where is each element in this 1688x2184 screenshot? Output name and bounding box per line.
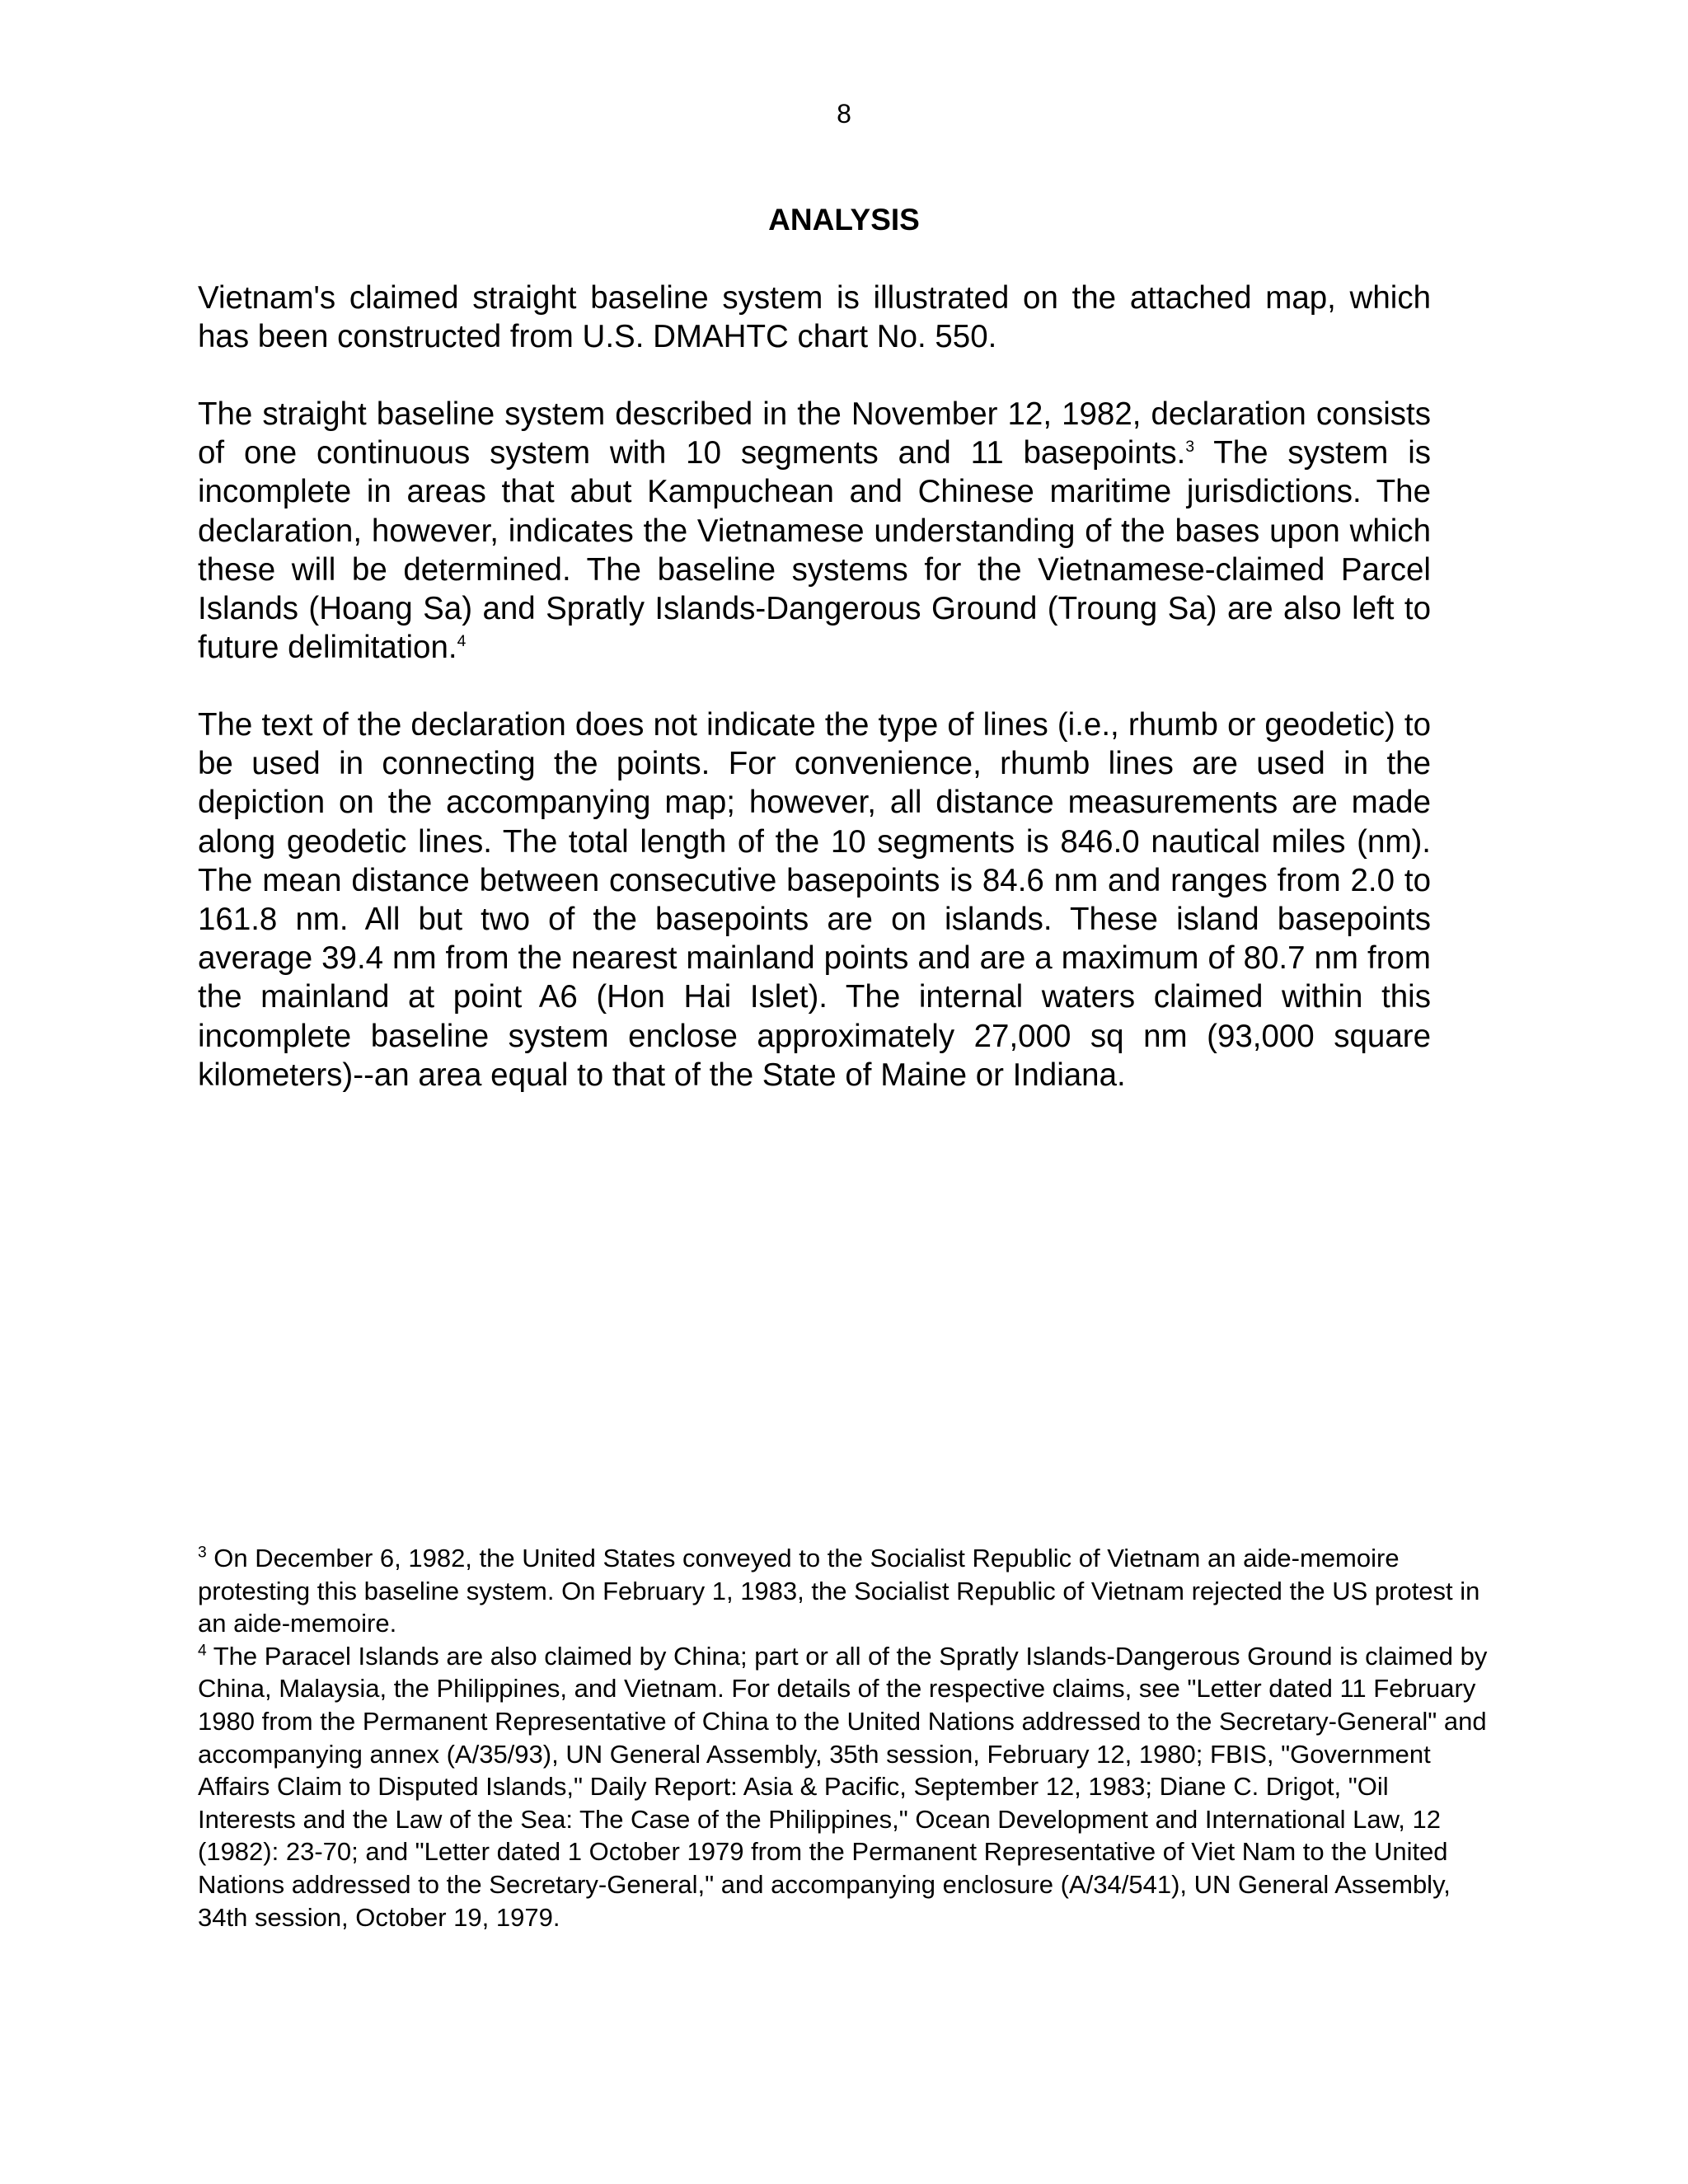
paragraph-baseline-system bbox=[198, 395, 1431, 667]
paragraph-distance-measurements bbox=[198, 705, 1431, 1094]
paragraph-text: The straight baseline system described in the November 12, 1982, declaration consists of one continuous system with 10 segments and 11 basepoints. bbox=[198, 396, 1431, 471]
footnotes-section bbox=[198, 1542, 1492, 1933]
paragraph-text: Vietnam's claimed straight baseline system is illustrated on the attached map, which has been constructed from U.S. DMAHTC chart No. 550. bbox=[198, 280, 1431, 355]
footnote-3 bbox=[198, 1542, 1492, 1640]
footnote-reference-3: 3 bbox=[1185, 438, 1195, 457]
footnote-text: The Paracel Islands are also claimed by China; part or all of the Spratly Islands-Dangerous Ground is claimed by China, Malaysia, the Philippines, and Vietnam. For details of the respective claims, see "Letter dated 11 February 1980 from the Permanent Representative of China to the United Nations addressed to the Secretary-General" and accompanying annex (A/35/93), UN General Assembly, 35th session, February 12, 1980; FBIS, "Government Affairs Claim to Disputed Islands," Daily Report: Asia & Pacific, September 12, 1983; Diane C. Drigot, "Oil Interests and the Law of the Sea: The Case of the Philippines," Ocean Development and International Law, 12 (1982): 23-70; and "Letter dated 1 October 1979 from the Permanent Representative of Viet Nam to the United Nations addressed to the Secretary-General," and accompanying enclosure (A/34/541), UN General Assembly, 34th session, October 19, 1979. bbox=[198, 1641, 1488, 1932]
footnote-reference-4: 4 bbox=[457, 633, 467, 651]
footnote-number: 4 bbox=[198, 1642, 207, 1660]
paragraph-baseline-map bbox=[198, 279, 1431, 356]
paragraph-text: The text of the declaration does not indicate the type of lines (i.e., rhumb or geodetic) to be used in connecting the points. For convenience, rhumb lines are used in the depiction on the accompanying map; however, all distance measurements are made along geodetic lines. The total length of the 10 segments is 846.0 nautical miles (nm). The mean distance between consecutive basepoints is 84.6 nm and ranges from 2.0 to 161.8 nm. All but two of the basepoints are on islands. These island basepoints average 39.4 nm from the nearest mainland points and are a maximum of 80.7 nm from the mainland at point A6 (Hon Hai Islet). The internal waters claimed within this incomplete baseline system enclose approximately 27,000 sq nm (93,000 square kilometers)--an area equal to that of the State of Maine or Indiana. bbox=[198, 707, 1431, 1093]
paragraph-text: The system is incomplete in areas that abut Kampuchean and Chinese maritime jurisdictions. The declaration, however, indicates the Vietnamese understanding of the bases upon which these will be determined. The baseline systems for the Vietnamese-claimed Parcel Islands (Hoang Sa) and Spratly Islands-Dangerous Ground (Troung Sa) are also left to future delimitation. bbox=[198, 435, 1432, 666]
footnote-number: 3 bbox=[198, 1544, 207, 1562]
footnote-4 bbox=[198, 1640, 1492, 1933]
section-heading: ANALYSIS bbox=[768, 203, 920, 237]
page-number: 8 bbox=[837, 99, 851, 129]
footnote-text: On December 6, 1982, the United States conveyed to the Socialist Republic of Vietnam an aide-memoire protesting this baseline system. On February 1, 1983, the Socialist Republic of Vietnam rejected the US protest in an aide-memoire. bbox=[198, 1544, 1480, 1638]
